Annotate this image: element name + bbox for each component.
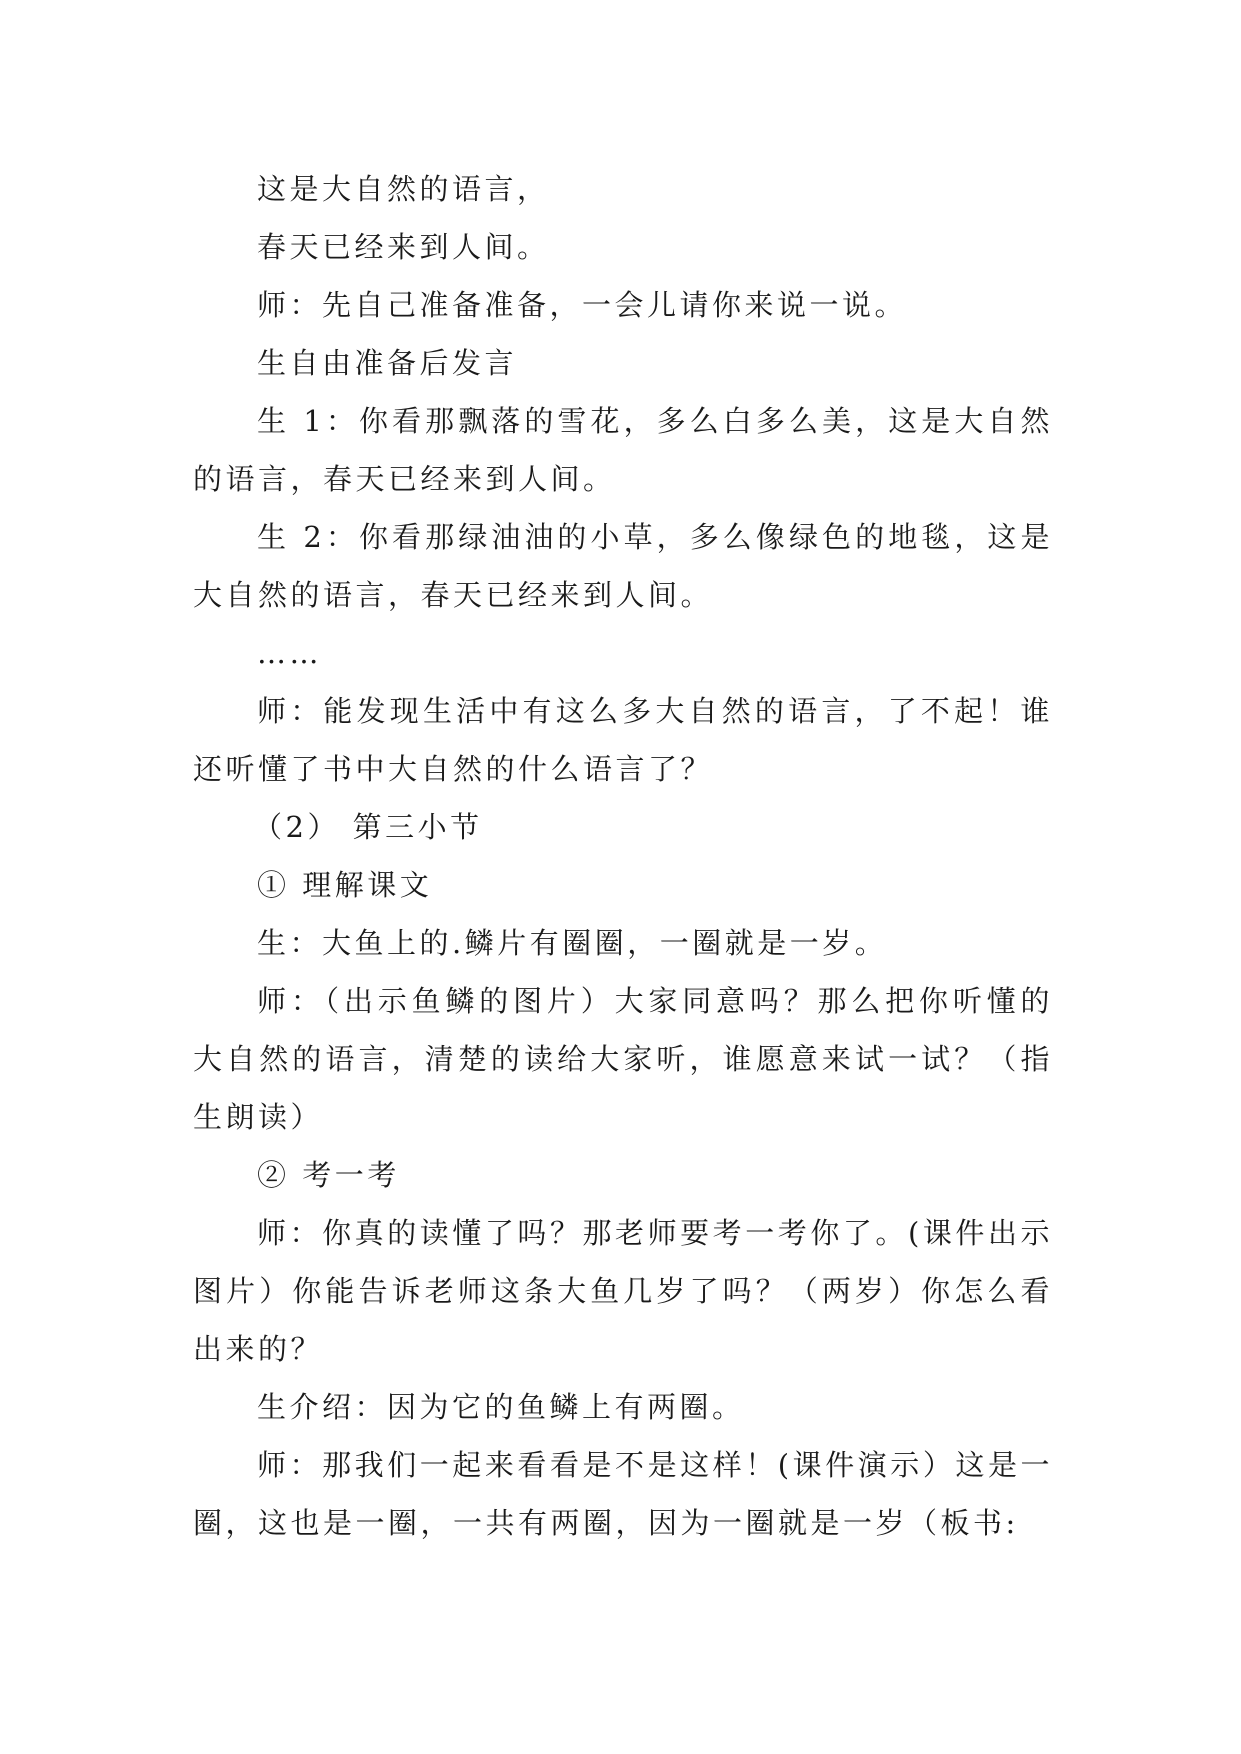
poem-line: 春天已经来到人间。 [257, 230, 550, 264]
teacher-line: 师：先自己准备准备，一会儿请你来说一说。 [257, 288, 908, 322]
student-line: 生：大鱼上的.鳞片有圈圈，一圈就是一岁。 [257, 926, 888, 960]
narration-line: 生自由准备后发言 [257, 346, 518, 380]
step-heading: ② 考一考 [257, 1158, 400, 1192]
student-line: 生介绍：因为它的鱼鳞上有两圈。 [257, 1390, 745, 1424]
teacher-line: 师：你真的读懂了吗？那老师要考一考你了。(课件出示图片）你能告诉老师这条大鱼几岁了吗？（两岁）你怎么看出来的？ [193, 1216, 1053, 1366]
document-page [193, 160, 1053, 1552]
teacher-line: 师：（出示鱼鳞的图片）大家同意吗？那么把你听懂的大自然的语言，清楚的读给大家听，谁愿意来试一试？（指生朗读） [193, 984, 1053, 1134]
teacher-line: 师：那我们一起来看看是不是这样！(课件演示）这是一圈，这也是一圈，一共有两圈，因为一圈就是一岁（板书: [193, 1448, 1053, 1540]
step-heading: ① 理解课文 [257, 868, 433, 902]
ellipsis-line: …… [257, 636, 322, 670]
teacher-line: 师：能发现生活中有这么多大自然的语言，了不起！谁还听懂了书中大自然的什么语言了？ [193, 694, 1053, 786]
student-line: 生 1：你看那飘落的雪花，多么白多么美，这是大自然的语言，春天已经来到人间。 [193, 404, 1053, 496]
section-heading: （2） 第三小节 [253, 810, 483, 844]
student-line: 生 2：你看那绿油油的小草，多么像绿色的地毯，这是大自然的语言，春天已经来到人间。 [193, 520, 1053, 612]
poem-line: 这是大自然的语言， [257, 172, 550, 206]
